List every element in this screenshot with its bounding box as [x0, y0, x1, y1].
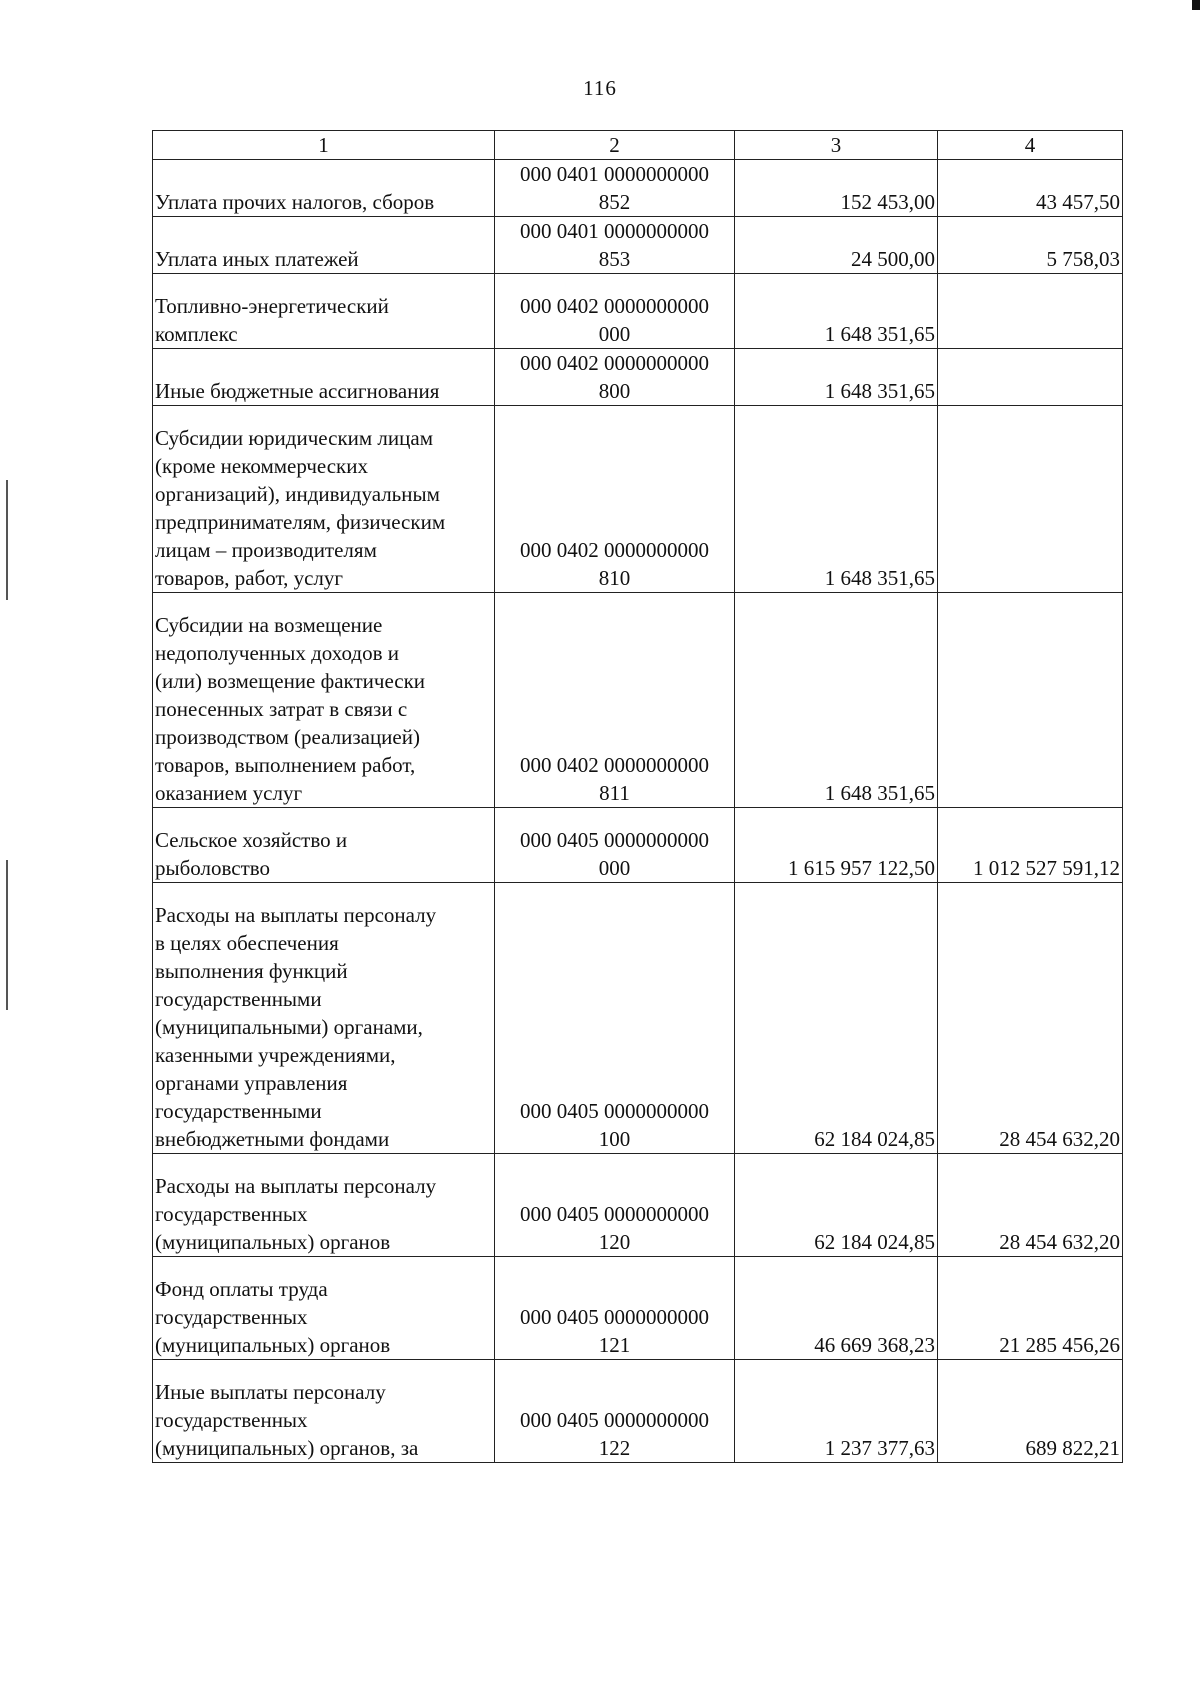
budget-code-cell — [495, 1154, 735, 1257]
budget-code-cell — [495, 160, 735, 217]
amount-col4-cell: 1 012 527 591,12 — [938, 808, 1123, 883]
expense-name-cell — [153, 274, 495, 349]
amount-col4-cell: 689 822,21 — [938, 1360, 1123, 1463]
budget-code-line: 000 0405 0000000000 — [520, 1202, 709, 1226]
expense-name-line: (или) возмещение фактически — [155, 669, 426, 693]
budget-code-line: 852 — [598, 190, 631, 214]
expense-name-cell — [153, 808, 495, 883]
table-row — [153, 1360, 1123, 1463]
expense-name-line: (муниципальными) органами, — [155, 1015, 423, 1039]
expense-name-line: государственными — [155, 1099, 322, 1123]
budget-code-line: 000 0405 0000000000 — [520, 1408, 709, 1432]
budget-code-line: 811 — [599, 781, 630, 805]
expense-name-line: Субсидии юридическим лицам — [155, 426, 433, 450]
column-header: 1 — [153, 131, 495, 160]
budget-code-line: 000 0401 0000000000 — [520, 219, 709, 243]
column-header: 4 — [938, 131, 1123, 160]
expense-name-line: казенными учреждениями, — [155, 1043, 396, 1067]
expense-name-line: (муниципальных) органов — [155, 1333, 391, 1357]
column-header: 2 — [495, 131, 735, 160]
amount-col4-cell: 28 454 632,20 — [938, 1154, 1123, 1257]
expense-name-line: Сельское хозяйство и — [155, 828, 348, 852]
budget-code-line: 000 0402 0000000000 — [520, 753, 709, 777]
expense-name-line: оказанием услуг — [155, 781, 303, 805]
amount-col3-cell: 1 237 377,63 — [735, 1360, 938, 1463]
expense-name-line: (муниципальных) органов, за — [155, 1436, 419, 1460]
expense-name-cell — [153, 1257, 495, 1360]
expense-name-line: Уплата иных платежей — [155, 247, 359, 271]
budget-code-cell — [495, 349, 735, 406]
amount-col3-cell: 1 648 351,65 — [735, 274, 938, 349]
budget-code-line: 000 0401 0000000000 — [520, 162, 709, 186]
budget-code-line: 000 0405 0000000000 — [520, 1099, 709, 1123]
expense-name-line: Иные бюджетные ассигнования — [155, 379, 440, 403]
amount-col4-cell: 28 454 632,20 — [938, 883, 1123, 1154]
expense-name-cell — [153, 217, 495, 274]
amount-col4-cell — [938, 349, 1123, 406]
table-row — [153, 217, 1123, 274]
expense-name-cell — [153, 160, 495, 217]
amount-col3-cell: 46 669 368,23 — [735, 1257, 938, 1360]
expense-name-line: Расходы на выплаты персоналу — [155, 1174, 437, 1198]
budget-code-line: 000 — [598, 856, 631, 880]
budget-code-cell — [495, 1360, 735, 1463]
expense-name-line: органами управления — [155, 1071, 348, 1095]
budget-code-cell — [495, 883, 735, 1154]
amount-col4-cell: 5 758,03 — [938, 217, 1123, 274]
budget-code-line: 121 — [598, 1333, 631, 1357]
expense-name-line: Субсидии на возмещение — [155, 613, 383, 637]
scan-artifact-line — [6, 860, 8, 1010]
scan-artifact-line — [6, 480, 8, 600]
amount-col3-cell: 1 648 351,65 — [735, 406, 938, 593]
expense-name-line: товаров, выполнением работ, — [155, 753, 416, 777]
column-header: 3 — [735, 131, 938, 160]
expense-name-line: понесенных затрат в связи с — [155, 697, 408, 721]
expense-name-line: выполнения функций — [155, 959, 348, 983]
expense-name-line: (кроме некоммерческих — [155, 454, 368, 478]
amount-col3-cell: 152 453,00 — [735, 160, 938, 217]
page-number: 116 — [583, 76, 617, 100]
table-row — [153, 274, 1123, 349]
amount-col3-cell: 62 184 024,85 — [735, 883, 938, 1154]
expense-name-line: Иные выплаты персоналу — [155, 1380, 386, 1404]
expense-name-line: Топливно-энергетический — [155, 294, 389, 318]
budget-code-line: 000 0402 0000000000 — [520, 538, 709, 562]
table-row — [153, 160, 1123, 217]
expense-name-cell — [153, 883, 495, 1154]
expense-name-line: недополученных доходов и — [155, 641, 399, 665]
expense-name-line: государственными — [155, 987, 322, 1011]
expense-name-line: государственных — [155, 1305, 308, 1329]
budget-code-line: 000 0405 0000000000 — [520, 1305, 709, 1329]
expense-name-line: государственных — [155, 1202, 308, 1226]
amount-col4-cell: 43 457,50 — [938, 160, 1123, 217]
table-row — [153, 593, 1123, 808]
expense-name-line: Расходы на выплаты персоналу — [155, 903, 437, 927]
budget-code-cell — [495, 1257, 735, 1360]
budget-code-cell — [495, 808, 735, 883]
budget-table — [152, 130, 1123, 1463]
table-header — [153, 131, 1123, 160]
amount-col4-cell: 21 285 456,26 — [938, 1257, 1123, 1360]
budget-code-line: 000 0405 0000000000 — [520, 828, 709, 852]
scan-artifact-mark — [1192, 0, 1200, 10]
budget-code-cell — [495, 593, 735, 808]
budget-code-line: 122 — [598, 1436, 631, 1460]
budget-code-line: 100 — [598, 1127, 631, 1151]
table-header-row — [153, 131, 1123, 160]
expense-name-line: рыболовство — [155, 856, 271, 880]
table-row — [153, 406, 1123, 593]
expense-name-line: в целях обеспечения — [155, 931, 339, 955]
table-body — [153, 160, 1123, 1463]
expense-name-cell — [153, 406, 495, 593]
table-row — [153, 883, 1123, 1154]
budget-code-line: 000 0402 0000000000 — [520, 351, 709, 375]
expense-name-line: лицам – производителям — [155, 538, 377, 562]
expense-name-line: организаций), индивидуальным — [155, 482, 440, 506]
amount-col3-cell: 1 648 351,65 — [735, 349, 938, 406]
amount-col3-cell: 62 184 024,85 — [735, 1154, 938, 1257]
budget-code-line: 810 — [598, 566, 631, 590]
table-row — [153, 808, 1123, 883]
table-row — [153, 349, 1123, 406]
amount-col3-cell: 1 615 957 122,50 — [735, 808, 938, 883]
table-row — [153, 1257, 1123, 1360]
expense-name-line: Уплата прочих налогов, сборов — [155, 190, 435, 214]
budget-code-cell — [495, 406, 735, 593]
budget-code-line: 000 — [598, 322, 631, 346]
expense-name-line: производством (реализацией) — [155, 725, 420, 749]
expense-name-line: (муниципальных) органов — [155, 1230, 391, 1254]
amount-col4-cell — [938, 593, 1123, 808]
budget-code-cell — [495, 217, 735, 274]
expense-name-line: предпринимателям, физическим — [155, 510, 446, 534]
table-row — [153, 1154, 1123, 1257]
budget-code-cell — [495, 274, 735, 349]
amount-col3-cell: 1 648 351,65 — [735, 593, 938, 808]
budget-code-line: 853 — [598, 247, 631, 271]
budget-code-line: 000 0402 0000000000 — [520, 294, 709, 318]
expense-name-line: комплекс — [155, 322, 238, 346]
expense-name-line: государственных — [155, 1408, 308, 1432]
expense-name-cell — [153, 349, 495, 406]
amount-col3-cell: 24 500,00 — [735, 217, 938, 274]
budget-code-line: 120 — [598, 1230, 631, 1254]
amount-col4-cell — [938, 406, 1123, 593]
budget-code-line: 800 — [598, 379, 631, 403]
amount-col4-cell — [938, 274, 1123, 349]
expense-name-line: внебюджетными фондами — [155, 1127, 390, 1151]
expense-name-line: Фонд оплаты труда — [155, 1277, 328, 1301]
expense-name-cell — [153, 1154, 495, 1257]
expense-name-cell — [153, 1360, 495, 1463]
expense-name-line: товаров, работ, услуг — [155, 566, 344, 590]
expense-name-cell — [153, 593, 495, 808]
